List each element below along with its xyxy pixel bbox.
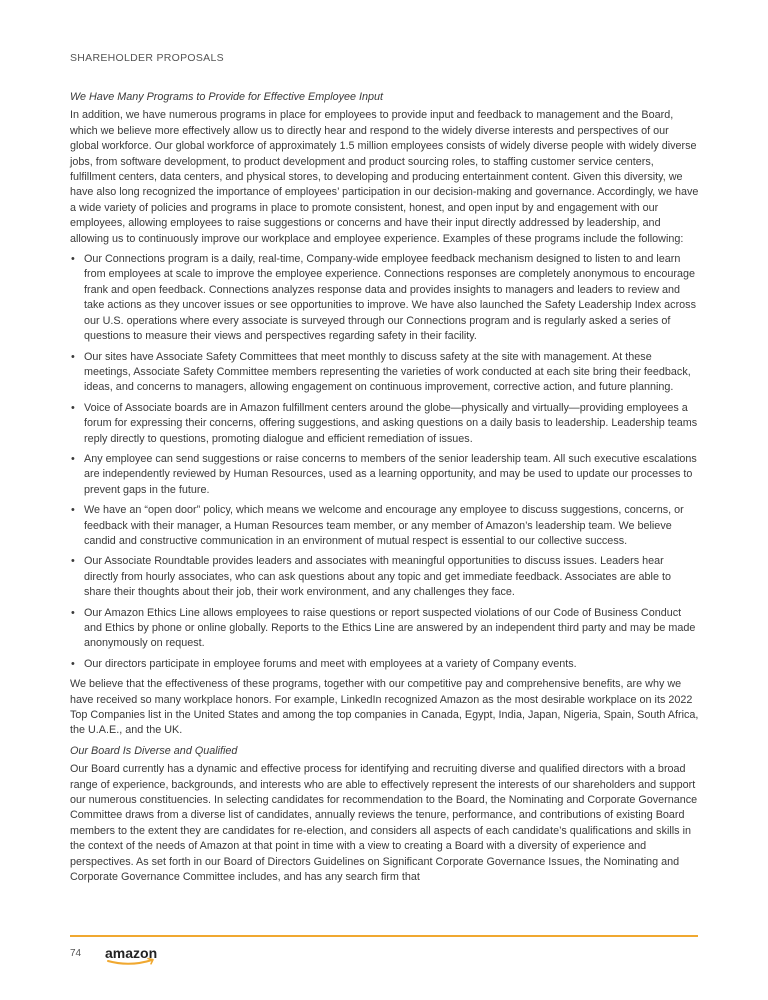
bullet-text: Our Connections program is a daily, real-time, Company-wide employee feedback mechanism designed to listen to and learn from employees at scale to improve the employee experience. Connections responses are completely anonymous to encourage frank and open feedback. Connections analyzes response data and provides insights to managers and leaders to review and take actions as they uncover issues or see opportunities to improve. We have also launched the Safety Leadership Index across our U.S. operations where every associate is surveyed through our Connections program and is regularly asked a series of questions to measure their views and perspectives regarding safety in their facility.	[84, 253, 696, 343]
bullet-text: Our Associate Roundtable provides leaders and associates with meaningful opportunities to discuss issues. Leaders hear directly from hourly associates, who can ask questions about any topic and get immediate feedback. Associates are able to share their thoughts about their job, their work environment, and any challenges they face.	[84, 555, 671, 599]
page-body	[70, 90, 700, 891]
bullet-text: Any employee can send suggestions or raise concerns to members of the senior leadership team. All such executive escalations are independently reviewed by Human Resources, used as a learning opportunity, and may be used to update our processes to prevent gaps in the future.	[84, 452, 697, 496]
board-body: Our Board currently has a dynamic and effective process for identifying and recruiting diverse and qualified directors with a broad range of experience, backgrounds, and interests who are able to effectively represent the interests of our shareholders and support our numerous constituencies. In selecting candidates for recommendation to the Board, the Nominating and Corporate Governance Committee draws from a diverse list of candidates, annually reviews the tenure, performance, and contributions of existing Board members to the extent they are candidates for re-election, and considers all aspects of each candidate’s qualifications and skills in the context of the needs of Amazon at that point in time with a view to creating a Board with a diversity of experience and perspectives. As set forth in our Board of Directors Guidelines on Significant Corporate Governance Issues, the Nominating and Corporate Governance Committee includes, and has any search firm that	[70, 763, 698, 884]
amazon-logo	[104, 945, 162, 972]
bullet-item	[70, 503, 700, 549]
board-heading: Our Board Is Diverse and Qualified	[70, 744, 238, 757]
section-header: SHAREHOLDER PROPOSALS	[70, 52, 224, 64]
bullet-icon: •	[71, 657, 75, 670]
footer-divider	[70, 935, 698, 937]
bullet-item	[70, 401, 700, 447]
bullet-icon: •	[71, 555, 75, 568]
bullet-text: Our sites have Associate Safety Committees that meet monthly to discuss safety at the site with management. At these meetings, Associate Safety Committee members representing the varieties of work conducted at each site bring their feedback, ideas, and concerns to managers, allowing engagement on continuous improvement, corrective action, and future planning.	[84, 350, 691, 394]
bullet-item	[70, 554, 700, 600]
bullet-item	[70, 350, 700, 396]
bullet-item	[70, 252, 700, 344]
amazon-logo-icon	[104, 945, 162, 967]
bullet-item	[70, 452, 700, 498]
bullet-item	[70, 606, 700, 652]
bullet-text: Our directors participate in employee forums and meet with employees at a variety of Company events.	[84, 657, 577, 670]
bullet-text: We have an “open door” policy, which means we welcome and encourage any employee to discuss suggestions, concerns, or feedback with their manager, a Human Resources team member, or any member of Amazon’s leadership team. We believe candid and constructive communication in an environment of mutual respect is essential to our collective success.	[84, 504, 684, 547]
programs-intro: In addition, we have numerous programs in place for employees to provide input and feedback to management and the Board, which we believe more effectively allow us to directly hear and respond to the widely diverse interests and perspectives of our global workforce. Our global workforce of approximately 1.5 million employees consists of widely diverse people with widely diverse jobs, from software development, to product development and product sourcing roles, to staffing customer service centers, fulfillment centers, data centers, and physical stores, to developing and producing entertainment content. Given this diversity, we have also long recognized the importance of employees’ participation in our decision-making and governance. Accordingly, we have a wide variety of policies and programs in place to promote consistent, honest, and open input by and engagement with our employees, allowing employees to raise suggestions or concerns and have their input directly addressed by leadership, and allowing us to continuously improve our workplace and employee experience. Examples of these programs include the following:	[70, 109, 699, 245]
bullet-icon: •	[71, 401, 75, 414]
bullet-text: Our Amazon Ethics Line allows employees to raise questions or report suspected violations of our Code of Business Conduct and Ethics by phone or online globally. Reports to the Ethics Line are answered by an independent third party and may be made anonymously on request.	[84, 606, 696, 650]
page-number: 74	[70, 948, 82, 959]
programs-heading: We Have Many Programs to Provide for Effective Employee Input	[70, 91, 384, 103]
bullet-icon: •	[71, 452, 75, 465]
bullet-text: Voice of Associate boards are in Amazon fulfillment centers around the globe—physically and virtually—providing employees a forum for expressing their concerns, offering suggestions, and asking questions on a daily basis to leadership. Leadership teams reply directly to questions, promoting dialogue and efficient remediation of issues.	[84, 401, 698, 445]
bullet-icon: •	[71, 350, 75, 363]
bullet-item	[70, 657, 700, 672]
programs-bullet-list	[70, 252, 700, 672]
bullet-icon: •	[71, 253, 75, 266]
programs-closing: We believe that the effectiveness of these programs, together with our competitive pay and comprehensive benefits, are why we have received so many workplace honors. For example, LinkedIn recognized Amazon as the most desirable workplace on its 2022 Top Companies list in the United States and among the top companies in Canada, Egypt, India, Japan, Nigeria, Spain, South Africa, the U.A.E., and the UK.	[70, 678, 699, 737]
bullet-icon: •	[71, 606, 75, 619]
logo-wordmark: amazon	[105, 945, 158, 961]
bullet-icon: •	[71, 504, 75, 517]
